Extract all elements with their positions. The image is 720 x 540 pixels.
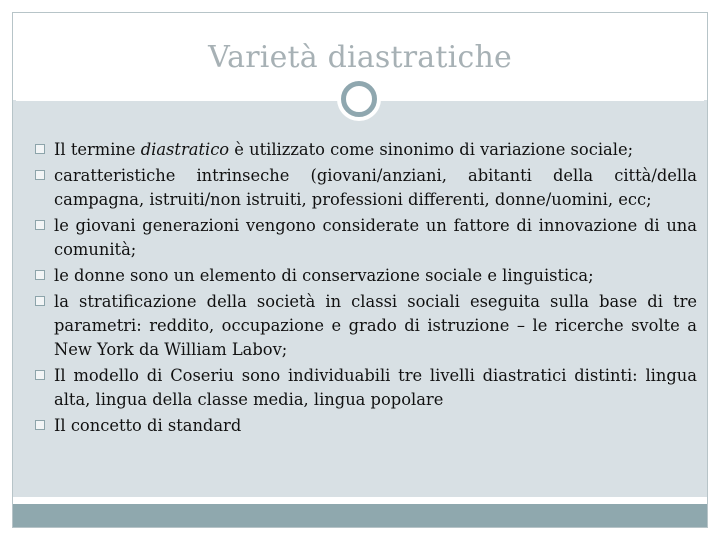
bullet-1-after: è utilizzato come sinonimo di variazione sociale; (229, 140, 634, 159)
bullet-list (35, 138, 697, 440)
square-bullet-icon (35, 144, 45, 154)
square-bullet-icon (35, 270, 45, 280)
bullet-item-1 (35, 138, 697, 162)
bullet-3-text: le giovani generazioni vengono considerate un fattore di innovazione di una comunità; (54, 216, 697, 259)
bullet-1-before: Il termine (54, 140, 141, 159)
bullet-4-text: le donne sono un elemento di conservazione sociale e linguistica; (54, 266, 594, 285)
square-bullet-icon (35, 420, 45, 430)
bullet-item-5 (35, 290, 697, 362)
bullet-5-text: la stratificazione della società in classi sociali eseguita sulla base di tre parametri: reddito, occupazione e grado di istruzione – le ricerche svolte a New York da William Labov; (54, 292, 697, 359)
slide-title: Varietà diastratiche (208, 40, 512, 75)
bullet-6-text: Il modello di Coseriu sono individuabili tre livelli diastratici distinti: lingua alta, lingua della classe media, lingua popolare (54, 366, 697, 409)
square-bullet-icon (35, 296, 45, 306)
bullet-2-text: caratteristiche intrinseche (giovani/anziani, abitanti della città/della campagna, istruiti/non istruiti, professioni differenti, donne/uomini, ecc; (54, 166, 697, 209)
square-bullet-icon (35, 170, 45, 180)
bullet-item-2 (35, 164, 697, 212)
circle-ornament-icon (341, 81, 377, 117)
square-bullet-icon (35, 220, 45, 230)
footer-bar (13, 504, 707, 527)
bullet-7-text: Il concetto di standard (54, 416, 242, 435)
slide (12, 12, 708, 528)
bullet-item-3 (35, 214, 697, 262)
bullet-1-emphasis: diastratico (140, 140, 230, 159)
bullet-item-4 (35, 264, 697, 288)
square-bullet-icon (35, 370, 45, 380)
bullet-item-7 (35, 414, 697, 438)
bullet-item-6 (35, 364, 697, 412)
